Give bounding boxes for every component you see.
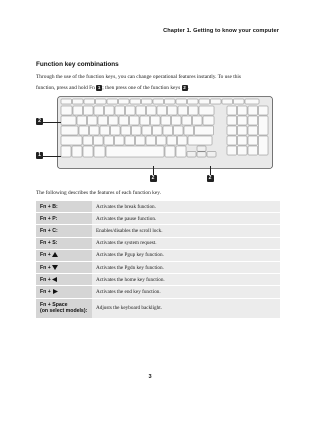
arrow-down-icon: [52, 265, 58, 270]
key-cell: Fn + P:: [36, 213, 92, 225]
keyboard-key: [153, 126, 163, 135]
keyboard-key: [61, 146, 71, 157]
keyboard-key: [189, 106, 199, 115]
keyboard-key: [193, 116, 203, 125]
keyboard-key: [238, 106, 248, 115]
keyboard-key: [132, 126, 142, 135]
key-cell: Fn + C:: [36, 225, 92, 237]
key-text: Fn +: [40, 264, 53, 271]
keyboard-key: [104, 136, 114, 145]
table-row: [36, 201, 280, 213]
table-row: [36, 237, 280, 249]
keyboard-key: [151, 116, 161, 125]
keyboard-key: [248, 146, 258, 155]
keyboard-key: [227, 136, 237, 145]
callout-line: [43, 122, 61, 123]
keyboard-key: [157, 106, 167, 115]
keyboard-key: [176, 146, 186, 157]
keyboard-key: [73, 106, 83, 115]
callout-badge-1: 1: [97, 84, 101, 90]
table-row: [36, 298, 280, 318]
keyboard-key: [121, 126, 131, 135]
keyboard-key: [83, 136, 93, 145]
table-row: [36, 213, 280, 225]
keyboard-key: [178, 136, 188, 145]
keyboard-key: [174, 126, 184, 135]
keyboard-key: [115, 136, 125, 145]
keyboard-key: [259, 106, 269, 115]
keyboard-key: [136, 136, 146, 145]
desc-cell: Activates the pause function.: [92, 213, 280, 225]
key-text: Fn +: [40, 288, 53, 295]
table-intro-text: The following describes the features of each function key.: [36, 190, 161, 196]
desc-cell: Activates the Pgup key function.: [92, 249, 280, 261]
keyboard-key: [126, 106, 136, 115]
key-cell: [36, 274, 92, 286]
keyboard-key: [140, 116, 150, 125]
desc-cell: Activates the home key function.: [92, 274, 280, 286]
keyboard-key: [96, 99, 107, 104]
keyboard-key: [248, 106, 258, 115]
keyboard-key: [115, 106, 125, 115]
keyboard-key: [188, 99, 199, 104]
table-row: [36, 249, 280, 261]
keyboard-key: [153, 99, 164, 104]
keyboard-key: [199, 106, 214, 115]
key-text: Fn + Space: [40, 302, 68, 308]
section-title: Function key combinations: [36, 61, 119, 68]
callout-line: [153, 166, 154, 175]
keyboard-key: [107, 99, 118, 104]
key-cell: Fn + S:: [36, 237, 92, 249]
arrow-up-icon: [52, 252, 58, 257]
keyboard-key: [238, 136, 248, 145]
key-text: Fn +: [40, 252, 53, 259]
desc-cell: Activates the break function.: [92, 201, 280, 213]
keyboard-key: [90, 126, 100, 135]
keyboard-key: [77, 116, 87, 125]
keyboard-key: [167, 136, 177, 145]
table-row: [36, 261, 280, 273]
keyboard-key: [163, 126, 173, 135]
function-key-table: [36, 201, 280, 319]
table-row: [36, 274, 280, 286]
keyboard-key: [165, 99, 176, 104]
intro-paragraph: [36, 72, 280, 94]
intro-text-a: function, press and hold Fn: [36, 85, 97, 91]
keyboard-key: [146, 136, 156, 145]
arrow-left-icon: [52, 277, 58, 282]
keyboard-key: [98, 116, 108, 125]
keyboard-key: [248, 126, 258, 135]
keyboard-key: [211, 99, 222, 104]
keyboard-key: [259, 136, 269, 155]
keyboard-key: [184, 126, 194, 135]
keyboard-key: [197, 152, 206, 157]
keyboard-key: [61, 126, 78, 135]
key-cell: [36, 261, 92, 273]
keyboard-key: [130, 116, 140, 125]
keyboard-key: [111, 126, 121, 135]
callout-2-left: 2: [36, 118, 43, 125]
keyboard-key: [172, 116, 182, 125]
desc-cell: Activates the Pgdn key function.: [92, 261, 280, 273]
keyboard-key: [61, 116, 76, 125]
desc-cell: Enables/disables the scroll lock.: [92, 225, 280, 237]
key-text: Fn +: [40, 276, 53, 283]
keyboard-key: [234, 99, 245, 104]
keyboard-key: [109, 116, 119, 125]
intro-line-1: Through the use of the function keys, you can change operational features instantly. To use this: [36, 74, 242, 80]
key-cell: [36, 249, 92, 261]
keyboard-key: [168, 106, 178, 115]
keyboard-key: [72, 146, 82, 157]
keyboard-key: [94, 146, 105, 157]
keyboard-key: [227, 146, 237, 155]
keyboard-key: [176, 99, 187, 104]
keyboard-key: [207, 152, 216, 158]
keyboard-key: [199, 99, 210, 104]
desc-cell: Activates the system request.: [92, 237, 280, 249]
callout-line: [210, 166, 211, 175]
keyboard-key: [227, 116, 237, 125]
callout-badge-2: 2: [183, 84, 186, 90]
keyboard-key: [83, 146, 93, 157]
page-number: 3: [148, 374, 152, 380]
keyboard-key: [245, 99, 259, 104]
intro-text-b: ; then press one of the function keys: [102, 85, 182, 91]
keyboard-key: [94, 136, 104, 145]
keyboard-key: [259, 116, 269, 135]
keyboard-key: [61, 99, 72, 104]
keyboard-key: [84, 99, 95, 104]
keyboard-key: [84, 106, 94, 115]
key-cell: [36, 298, 92, 318]
desc-cell: Activates the end key function.: [92, 286, 280, 298]
keyboard-key: [105, 106, 115, 115]
keyboard-key: [188, 136, 212, 145]
keyboard-key: [227, 126, 237, 135]
keyboard-key: [197, 146, 206, 151]
keyboard-key: [119, 116, 129, 125]
intro-line-2: [36, 83, 280, 94]
callout-2-bottom-b: 2: [207, 175, 214, 182]
callout-1-left: 1: [36, 152, 43, 159]
keyboard-key: [178, 106, 188, 115]
keyboard-key: [238, 146, 248, 155]
keyboard-key: [142, 99, 153, 104]
table-row: [36, 286, 280, 298]
keyboard-key: [161, 116, 171, 125]
key-cell: [36, 286, 92, 298]
desc-cell: Adjusts the keyboard backlight.: [92, 298, 280, 318]
keyboard-key: [182, 116, 192, 125]
keyboard-key: [227, 106, 237, 115]
keyboard-key: [136, 106, 146, 115]
keyboard-key: [119, 99, 130, 104]
keyboard-key: [248, 136, 258, 145]
keyboard-key: [61, 106, 72, 115]
keyboard-key: [248, 116, 258, 125]
keyboard-key: [94, 106, 104, 115]
keyboard-key: [157, 136, 167, 145]
arrow-right-icon: [52, 289, 58, 294]
callout-line: [43, 156, 61, 157]
keyboard-key: [106, 146, 164, 157]
callout-2-bottom-a: 2: [150, 175, 157, 182]
keyboard-illustration: [57, 96, 273, 169]
chapter-header: Chapter 1. Getting to know your computer: [163, 28, 279, 34]
keyboard-key: [142, 126, 152, 135]
keyboard-key: [125, 136, 135, 145]
keyboard-key: [203, 116, 214, 125]
keyboard-key: [222, 99, 233, 104]
keyboard-key: [61, 136, 82, 145]
keyboard-key: [130, 99, 141, 104]
keyboard-key: [238, 116, 248, 125]
keyboard-key: [73, 99, 84, 104]
keyboard-key: [79, 126, 89, 135]
keyboard-key: [100, 126, 110, 135]
key-cell: Fn + B:: [36, 201, 92, 213]
intro-text-c: .: [187, 85, 189, 91]
keyboard-key: [88, 116, 98, 125]
keyboard-key: [238, 126, 248, 135]
keyboard-key: [165, 146, 175, 157]
keyboard-key: [147, 106, 157, 115]
key-text-sub: (on select models):: [40, 308, 88, 314]
keyboard-key: [195, 126, 214, 135]
table-row: [36, 225, 280, 237]
keyboard-key: [187, 152, 196, 158]
